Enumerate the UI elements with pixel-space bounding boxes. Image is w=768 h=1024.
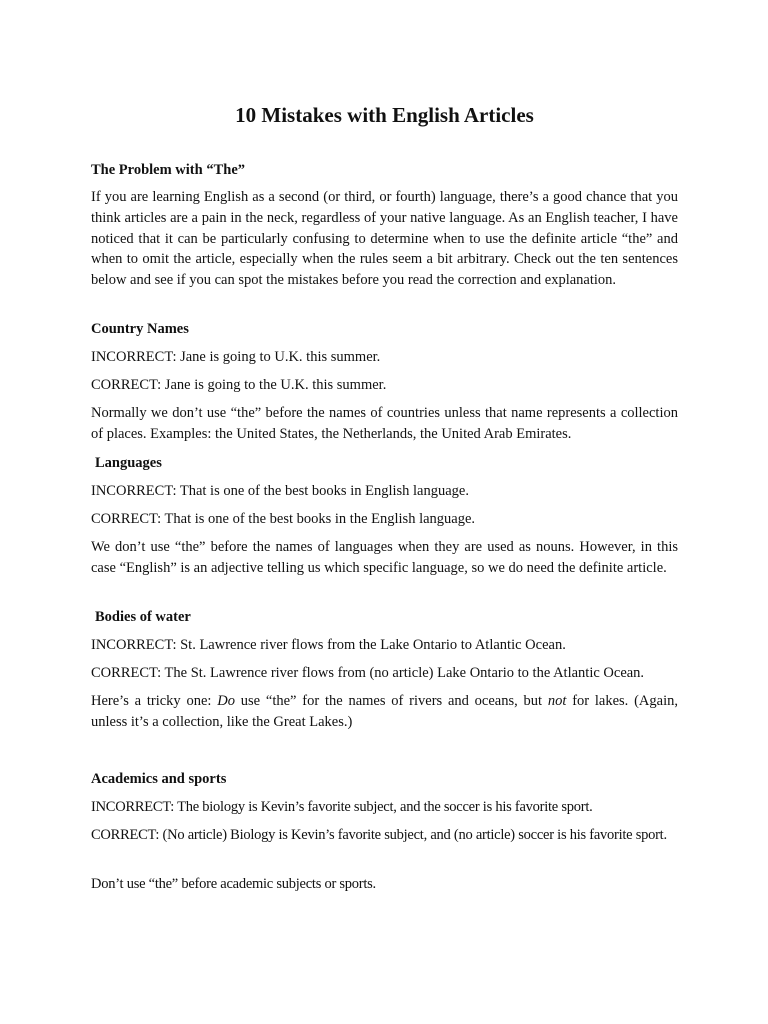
explanation-paragraph	[91, 691, 678, 733]
explanation-text: use “the” for the names of rivers and oceans, but	[234, 693, 548, 709]
incorrect-example: INCORRECT: The biology is Kevin’s favorite subject, and the soccer is his favorite sport.	[91, 799, 593, 815]
explanation-text: for lakes. (Again, unless it’s a collection, like the Great Lakes.)	[91, 693, 678, 730]
section-heading-academics-sports: Academics and sports	[91, 771, 227, 787]
incorrect-example: INCORRECT: St. Lawrence river flows from the Lake Ontario to Atlantic Ocean.	[91, 637, 566, 653]
section-heading-problem: The Problem with “The”	[91, 162, 245, 178]
correct-example: CORRECT: That is one of the best books in the English language.	[91, 511, 476, 527]
correct-example: CORRECT: The St. Lawrence river flows from (no article) Lake Ontario to the Atlantic Ocean.	[91, 665, 645, 681]
incorrect-example: INCORRECT: Jane is going to U.K. this summer.	[91, 349, 381, 365]
document-title: 10 Mistakes with English Articles	[235, 103, 534, 127]
emphasis-not: not	[547, 693, 567, 709]
explanation-paragraph: Don’t use “the” before academic subjects or sports.	[91, 876, 376, 892]
section-heading-country-names: Country Names	[91, 321, 189, 337]
incorrect-example: INCORRECT: That is one of the best books in English language.	[91, 483, 469, 499]
intro-paragraph: If you are learning English as a second (or third, or fourth) language, there’s a good chance that you think articles are a pain in the neck, regardless of your native language. As an English teacher, I have noticed that it can be particularly confusing to determine when to use the definite article “the” and when to omit the article, especially when the rules seem a bit arbitrary. Check out the ten sentences below and see if you can spot the mistakes before you read the correction and explanation.	[91, 189, 678, 289]
correct-example: CORRECT: (No article) Biology is Kevin’s favorite subject, and (no article) soccer is his favorite sport.	[91, 827, 667, 843]
emphasis-do: Do	[217, 693, 235, 709]
section-heading-bodies-of-water: Bodies of water	[95, 609, 191, 625]
correct-example: CORRECT: Jane is going to the U.K. this summer.	[91, 377, 387, 393]
section-heading-languages: Languages	[95, 455, 162, 471]
explanation-text: Here’s a tricky one:	[91, 693, 218, 709]
explanation-paragraph: Normally we don’t use “the” before the names of countries unless that name represents a collection of places. Examples: the United States, the Netherlands, the United Arab Emirates.	[91, 405, 678, 442]
explanation-paragraph: We don’t use “the” before the names of languages when they are used as nouns. However, in this case “English” is an adjective telling us which specific language, so we do need the definite article.	[91, 539, 678, 576]
